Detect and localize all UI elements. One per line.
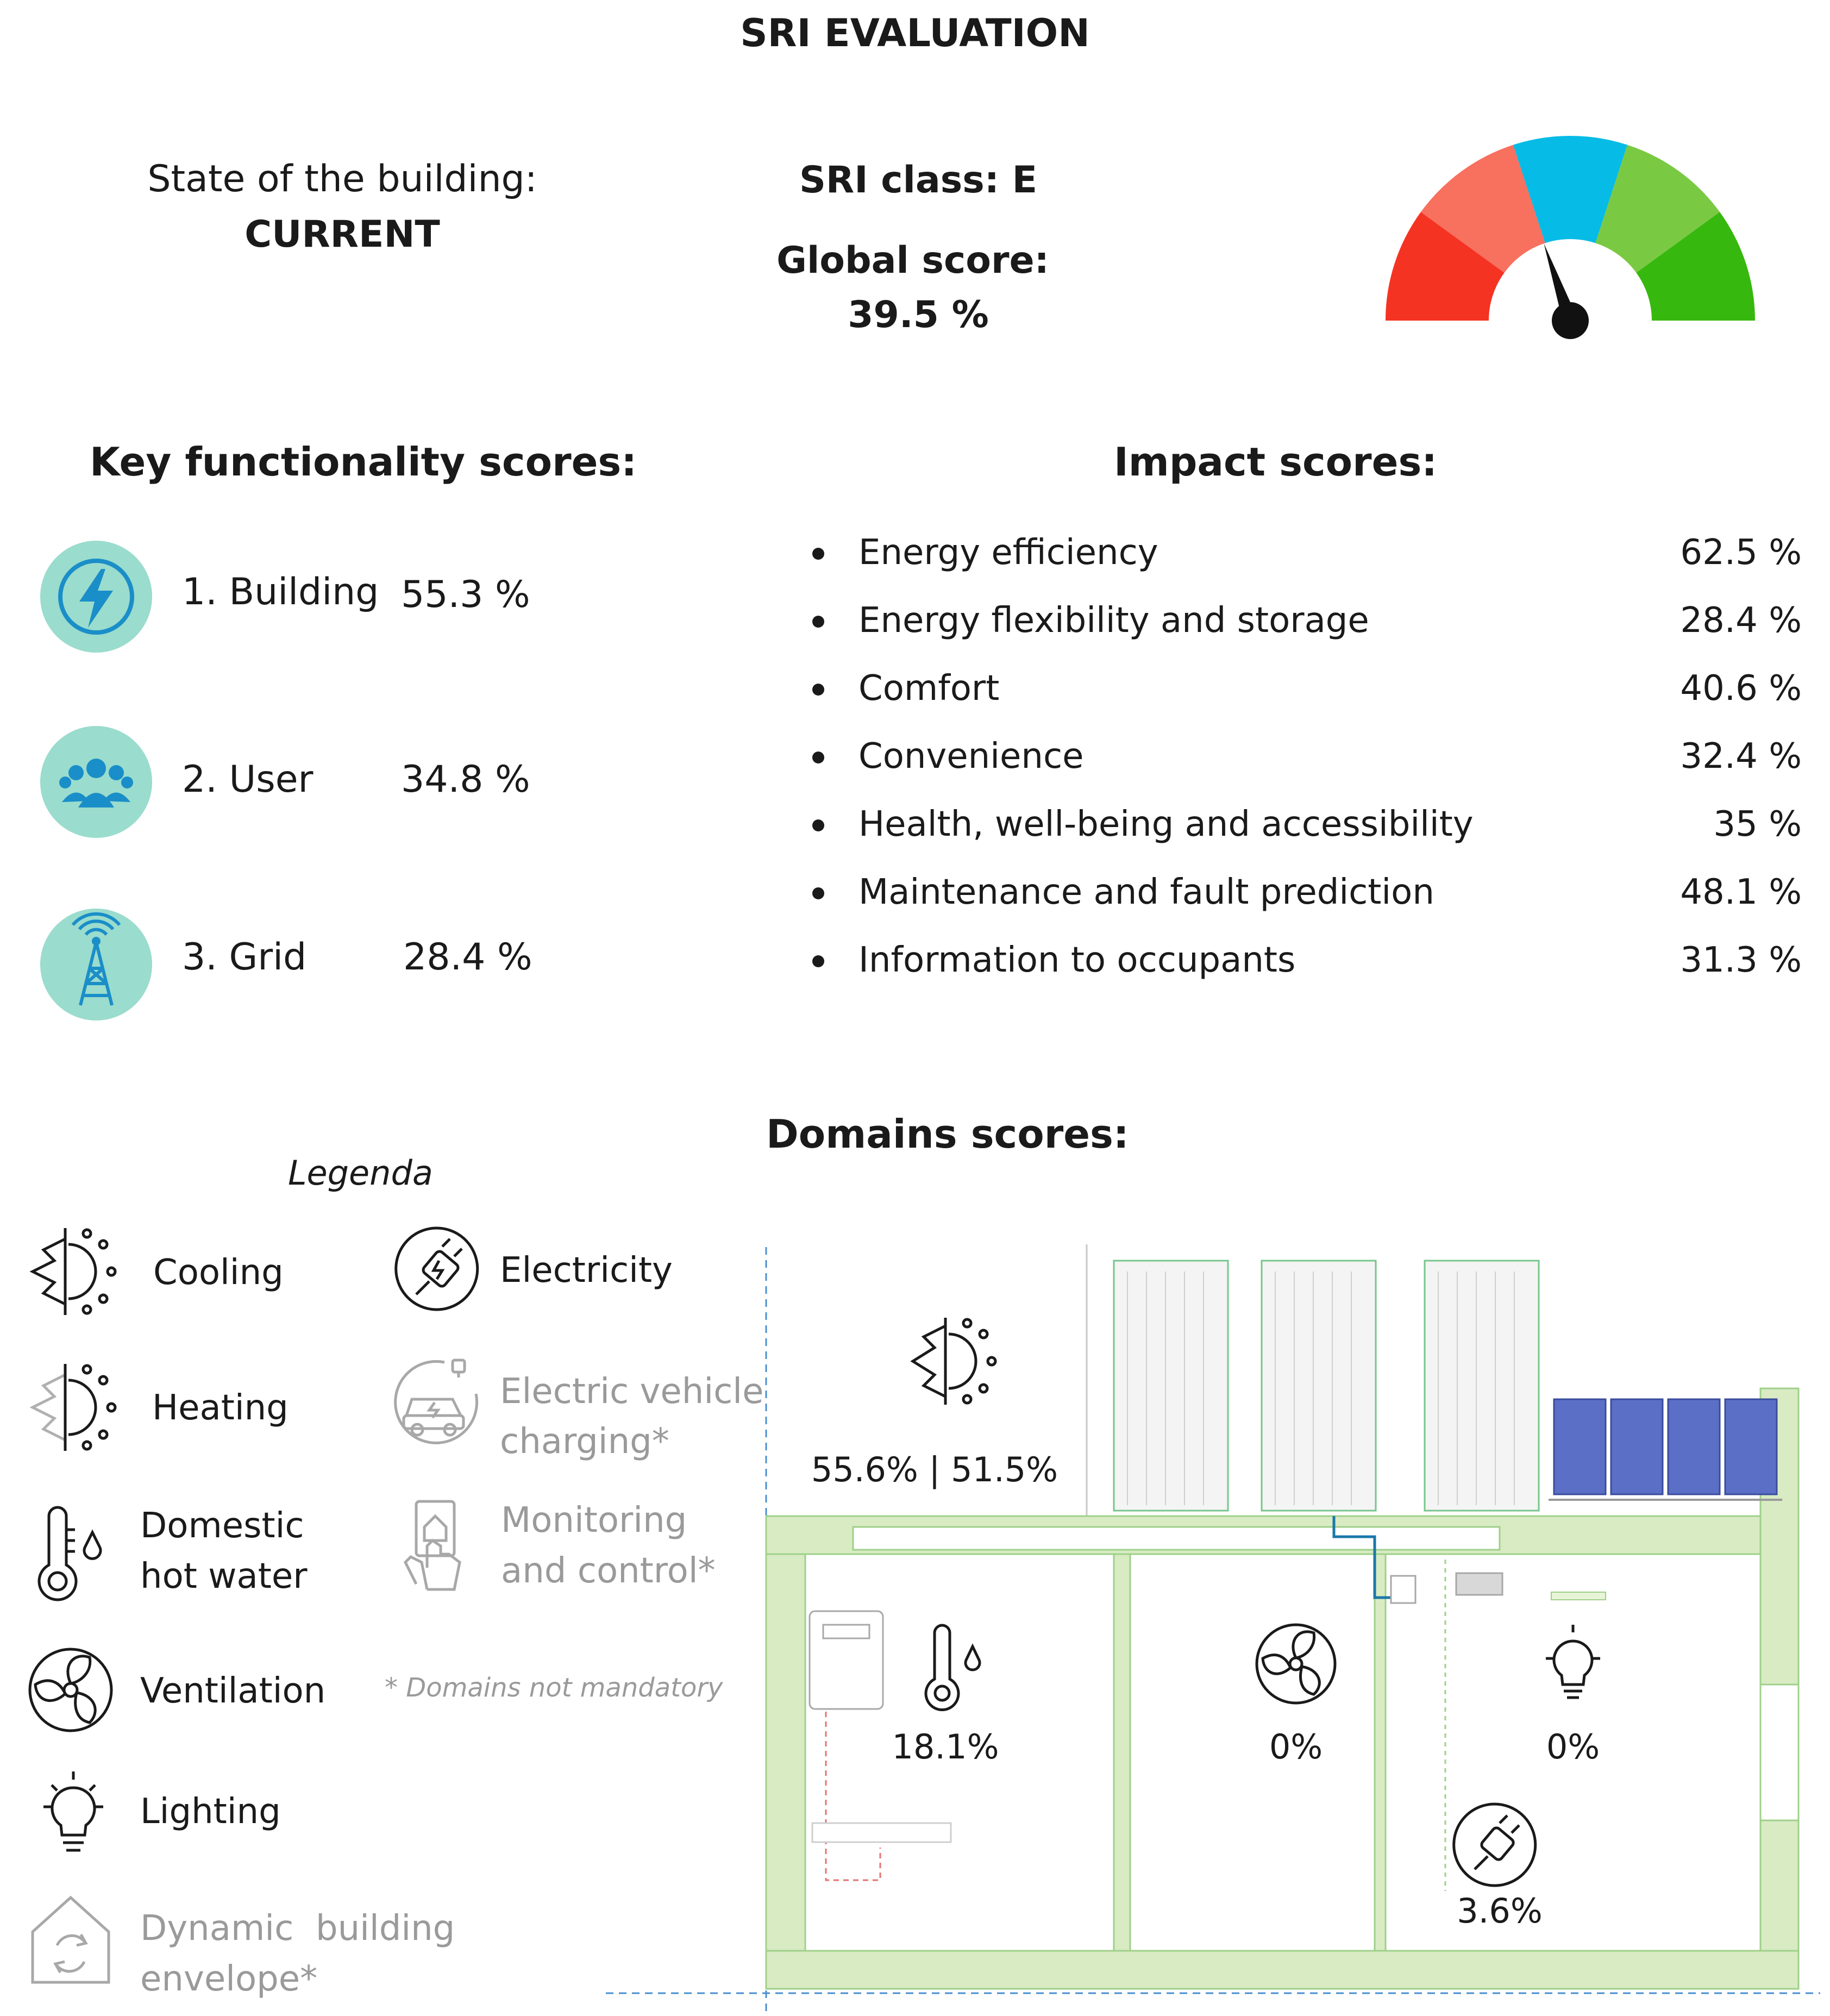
impact-label-comfort: Comfort — [858, 668, 1000, 709]
key-functionality-heading: Key functionality scores: — [90, 439, 637, 485]
diagram-ventilation-icon — [1257, 1625, 1335, 1703]
impact-value-health: 35 % — [1713, 804, 1802, 844]
page-title: SRI EVALUATION — [740, 11, 1090, 55]
impact-label-convenience: Convenience — [858, 736, 1084, 777]
kf-user-value: 34.8 % — [401, 758, 530, 801]
impact-heading: Impact scores: — [1114, 439, 1438, 485]
legend-dhw-line1: Domestic — [140, 1506, 304, 1546]
score-electricity: 3.6% — [1457, 1891, 1543, 1931]
impact-label-maintenance: Maintenance and fault prediction — [858, 872, 1434, 912]
global-score-value: 39.5 % — [848, 293, 989, 336]
legend-note: * Domains not mandatory — [385, 1673, 723, 1703]
diagram-electricity-icon — [1454, 1804, 1536, 1886]
legend-cooling: Cooling — [153, 1253, 284, 1293]
impact-label-energy-efficiency: Energy efficiency — [858, 533, 1158, 573]
impact-label-energy-flexibility: Energy flexibility and storage — [858, 600, 1369, 641]
impact-value-energy-flexibility: 28.4 % — [1680, 600, 1802, 641]
legend-ventilation: Ventilation — [140, 1671, 326, 1711]
impact-label-health: Health, well-being and accessibility — [858, 804, 1474, 844]
domains-heading: Domains scores: — [766, 1111, 1129, 1157]
legend-title: Legenda — [288, 1153, 433, 1193]
score-dhw: 18.1% — [892, 1727, 999, 1767]
diagram-heating-cooling-icon — [913, 1318, 995, 1405]
impact-value-comfort: 40.6 % — [1680, 668, 1802, 709]
kf-building-value: 55.3 % — [401, 573, 530, 616]
legend-ev-line1: Electric vehicle — [500, 1372, 764, 1412]
legend-heating: Heating — [152, 1388, 289, 1428]
kf-grid-label: 3. Grid — [182, 936, 307, 979]
legend-dhw-line2: hot water — [140, 1556, 308, 1596]
diagram-dhw-icon — [926, 1625, 980, 1710]
legend-monitoring-line2: and control* — [501, 1551, 716, 1591]
legend-monitoring-line1: Monitoring — [501, 1500, 687, 1541]
impact-value-convenience: 32.4 % — [1680, 736, 1802, 777]
score-heating-cooling: 55.6% | 51.5% — [811, 1450, 1058, 1489]
kf-building-label: 1. Building — [182, 571, 379, 613]
impact-value-energy-efficiency: 62.5 % — [1680, 533, 1802, 573]
impact-value-maintenance: 48.1 % — [1680, 872, 1802, 912]
impact-value-information: 31.3 % — [1680, 940, 1802, 980]
kf-user-label: 2. User — [182, 758, 314, 801]
legend-envelope-line2: envelope* — [140, 1959, 318, 1999]
sri-class: SRI class: E — [799, 159, 1038, 202]
legend-envelope-line1: Dynamic building — [140, 1908, 455, 1949]
kf-grid-value: 28.4 % — [403, 936, 532, 979]
score-lighting: 0% — [1546, 1727, 1600, 1767]
global-score-label: Global score: — [776, 239, 1049, 282]
legend-electricity: Electricity — [500, 1250, 673, 1291]
legend-ev-line2: charging* — [500, 1422, 669, 1462]
score-ventilation: 0% — [1269, 1727, 1323, 1767]
diagram-lighting-icon — [1546, 1625, 1600, 1698]
state-value: CURRENT — [245, 213, 440, 256]
legend-lighting: Lighting — [140, 1792, 281, 1832]
state-label: State of the building: — [147, 158, 537, 201]
impact-label-information: Information to occupants — [858, 940, 1296, 980]
